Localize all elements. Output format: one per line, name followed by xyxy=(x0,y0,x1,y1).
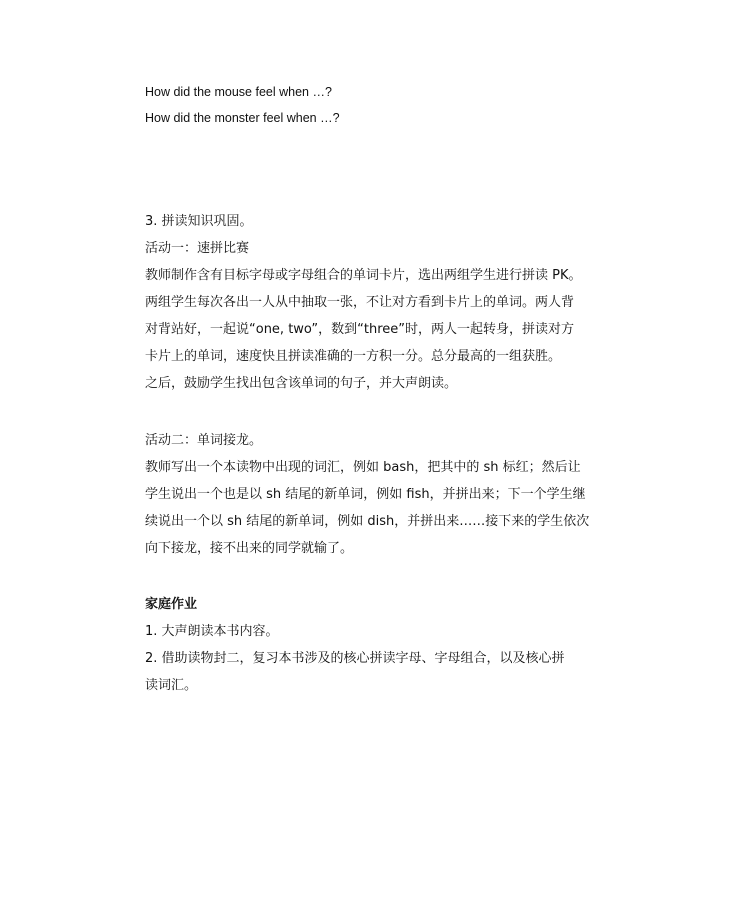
homework-item-2-continued: 读词汇。 xyxy=(145,678,198,693)
homework-title: 家庭作业 xyxy=(145,597,198,612)
activity2-line: 教师写出一个本读物中出现的词汇，例如 bash，把其中的 sh 标红；然后让 xyxy=(145,460,581,475)
question-mouse: How did the mouse feel when …? xyxy=(145,85,332,99)
activity1-title: 活动一：速拼比赛 xyxy=(145,241,250,256)
homework-item-1: 1. 大声朗读本书内容。 xyxy=(145,624,279,639)
activity1-line: 卡片上的单词，速度快且拼读准确的一方积一分。总分最高的一组获胜。 xyxy=(145,349,562,364)
homework-item-2: 2. 借助读物封二，复习本书涉及的核心拼读字母、字母组合，以及核心拼 xyxy=(145,651,565,666)
question-monster: How did the monster feel when …? xyxy=(145,111,340,125)
activity2-line: 学生说出一个也是以 sh 结尾的新单词，例如 fish，并拼出来；下一个学生继 xyxy=(145,487,586,502)
activity1-line: 教师制作含有目标字母或字母组合的单词卡片，选出两组学生进行拼读 PK。 xyxy=(145,268,582,283)
activity1-line: 两组学生每次各出一人从中抽取一张，不让对方看到卡片上的单词。两人背 xyxy=(145,295,575,310)
section3-heading: 3. 拼读知识巩固。 xyxy=(145,214,253,229)
activity1-line: 之后，鼓励学生找出包含该单词的句子，并大声朗读。 xyxy=(145,376,458,391)
activity1-line: 对背站好，一起说“one, two”，数到“three”时，两人一起转身，拼读对方 xyxy=(145,322,575,337)
activity2-line: 续说出一个以 sh 结尾的新单词，例如 dish，并拼出来……接下来的学生依次 xyxy=(145,514,590,529)
activity2-line: 向下接龙，接不出来的同学就输了。 xyxy=(145,541,354,556)
activity2-title: 活动二：单词接龙。 xyxy=(145,433,263,448)
